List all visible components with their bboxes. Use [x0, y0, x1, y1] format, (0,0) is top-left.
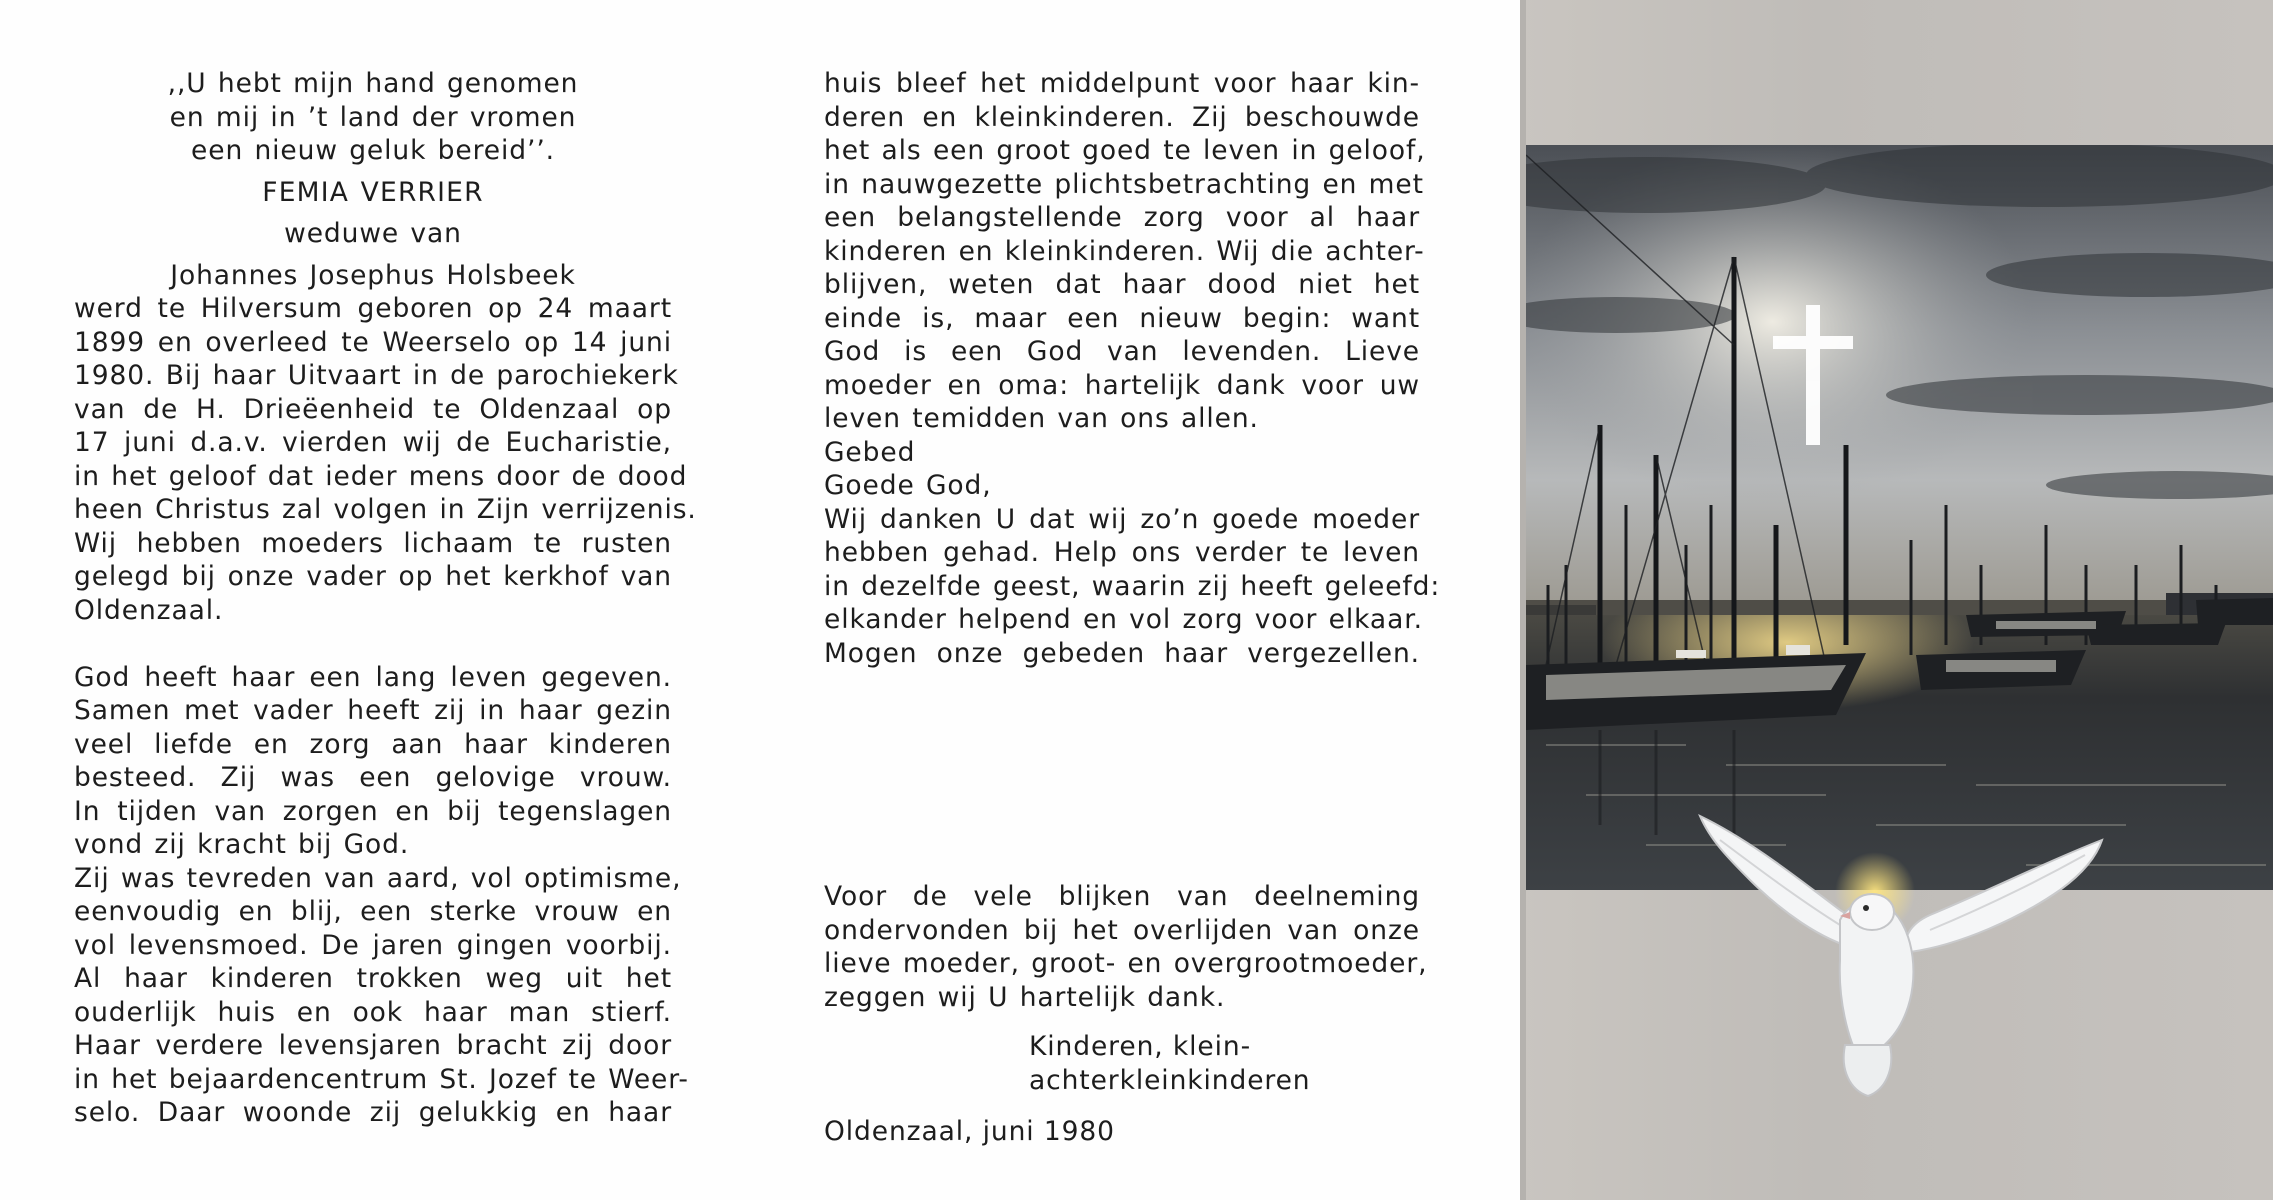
text-line: huis bleef het middelpunt voor haar kin- [824, 68, 1420, 99]
prayer-title: Gebed [824, 436, 916, 468]
text-line: een belangstellende zorg voor al haar [824, 202, 1420, 233]
verse-block [74, 67, 672, 292]
text-line: heen Christus zal volgen in Zijn verrijzenis. [74, 494, 697, 525]
text-line: ouderlijk huis en ook haar man stierf. [74, 996, 672, 1028]
text-line: Al haar kinderen trokken weg uit het [74, 963, 672, 994]
text-line: 1980. Bij haar Uitvaart in de parochiekerk [74, 360, 679, 391]
text-line: Voor de vele blijken van deelneming [824, 881, 1420, 912]
text-line: elkander helpend en vol zorg voor elkaar. [824, 604, 1423, 635]
verse-line: en mij in ’t land der vromen [169, 101, 577, 133]
text-line: zeggen wij U hartelijk dank. [824, 981, 1226, 1013]
prayer-address: Goede God, [824, 470, 992, 501]
text-line: gelegd bij onze vader op het kerkhof van [74, 561, 672, 592]
text-line: in nauwgezette plichtsbetrachting en met [824, 168, 1424, 200]
place-date: Oldenzaal, juni 1980 [824, 1116, 1115, 1147]
text-line: God is een God van levenden. Lieve [824, 336, 1420, 367]
text-line: eenvoudig en blij, een sterke vrouw en [74, 896, 672, 927]
life-paragraph [74, 661, 672, 862]
text-line: in het geloof dat ieder mens door de dood [74, 460, 688, 492]
signature-block [1029, 1030, 1311, 1097]
verse-line: ,,U hebt mijn hand genomen [167, 68, 579, 99]
verse-line: een nieuw geluk bereid’’. [191, 135, 555, 166]
continuation-paragraph [824, 67, 1426, 436]
text-line: selo. Daar woonde zij gelukkig en haar [74, 1097, 672, 1128]
biography-paragraph [74, 292, 697, 627]
text-line: hebben gehad. Help ons verder te leven [824, 537, 1420, 568]
text-line: Wij hebben moeders lichaam te rusten [74, 527, 672, 559]
text-line: God heeft haar een lang leven gegeven. [74, 661, 672, 693]
text-line: In tijden van zorgen en bij tegenslagen [74, 795, 672, 827]
text-line: Mogen onze gebeden haar vergezellen. [824, 637, 1420, 669]
thanks-paragraph [824, 880, 1428, 1014]
text-line: Haar verdere levensjaren bracht zij door [74, 1030, 672, 1061]
text-line: besteed. Zij was een gelovige vrouw. [74, 762, 672, 793]
text-line: Samen met vader heeft zij in haar gezin [74, 695, 672, 726]
text-line: ondervonden bij het overlijden van onze [824, 914, 1420, 946]
text-line: het als een groot goed te leven in geloof, [824, 135, 1426, 166]
paragraph-gap [74, 627, 672, 661]
text-line: moeder en oma: hartelijk dank voor uw [824, 369, 1420, 401]
widow-of-label: weduwe van [284, 218, 462, 249]
text-line: 17 juni d.a.v. vierden wij de Eucharistie, [74, 427, 672, 458]
text-line: blijven, weten dat haar dood niet het [824, 269, 1420, 300]
text-line: werd te Hilversum geboren op 24 maart [74, 293, 672, 324]
character-paragraph [74, 862, 689, 1130]
text-line: einde is, maar een nieuw begin: want [824, 302, 1420, 334]
text-line: Oldenzaal. [74, 594, 224, 626]
dove-icon [1690, 800, 2110, 1100]
deceased-name: FEMIA VERRIER [262, 176, 484, 208]
text-line: Zij was tevreden van aard, vol optimisme, [74, 862, 682, 894]
text-line: 1899 en overleed te Weerselo op 14 juni [74, 326, 672, 358]
prayer-paragraph [824, 503, 1441, 671]
text-line: vol levensmoed. De jaren gingen voorbij. [74, 929, 672, 961]
text-line: kinderen en kleinkinderen. Wij die achter- [824, 235, 1425, 267]
text-line: leven temidden van ons allen. [824, 403, 1259, 434]
middle-text-column [824, 67, 1441, 670]
text-line: Wij danken U dat wij zo’n goede moeder [824, 503, 1420, 535]
text-line: van de H. Drieëenheid te Oldenzaal op [74, 393, 672, 425]
text-line: in het bejaardencentrum St. Jozef te Weer- [74, 1063, 689, 1095]
text-line: veel liefde en zorg aan haar kinderen [74, 728, 672, 760]
harbour-photo [1526, 145, 2273, 890]
husband-name: Johannes Josephus Holsbeek [170, 259, 576, 291]
signature-line: Kinderen, klein- [1029, 1031, 1252, 1062]
text-line: in dezelfde geest, waarin zij heeft geleefd: [824, 570, 1441, 602]
text-line: vond zij kracht bij God. [74, 829, 410, 860]
signature-line: achterkleinkinderen [1029, 1064, 1311, 1096]
text-line: deren en kleinkinderen. Zij beschouwde [824, 101, 1420, 133]
left-text-column [74, 67, 697, 1130]
text-line: lieve moeder, groot- en overgrootmoeder, [824, 948, 1428, 979]
